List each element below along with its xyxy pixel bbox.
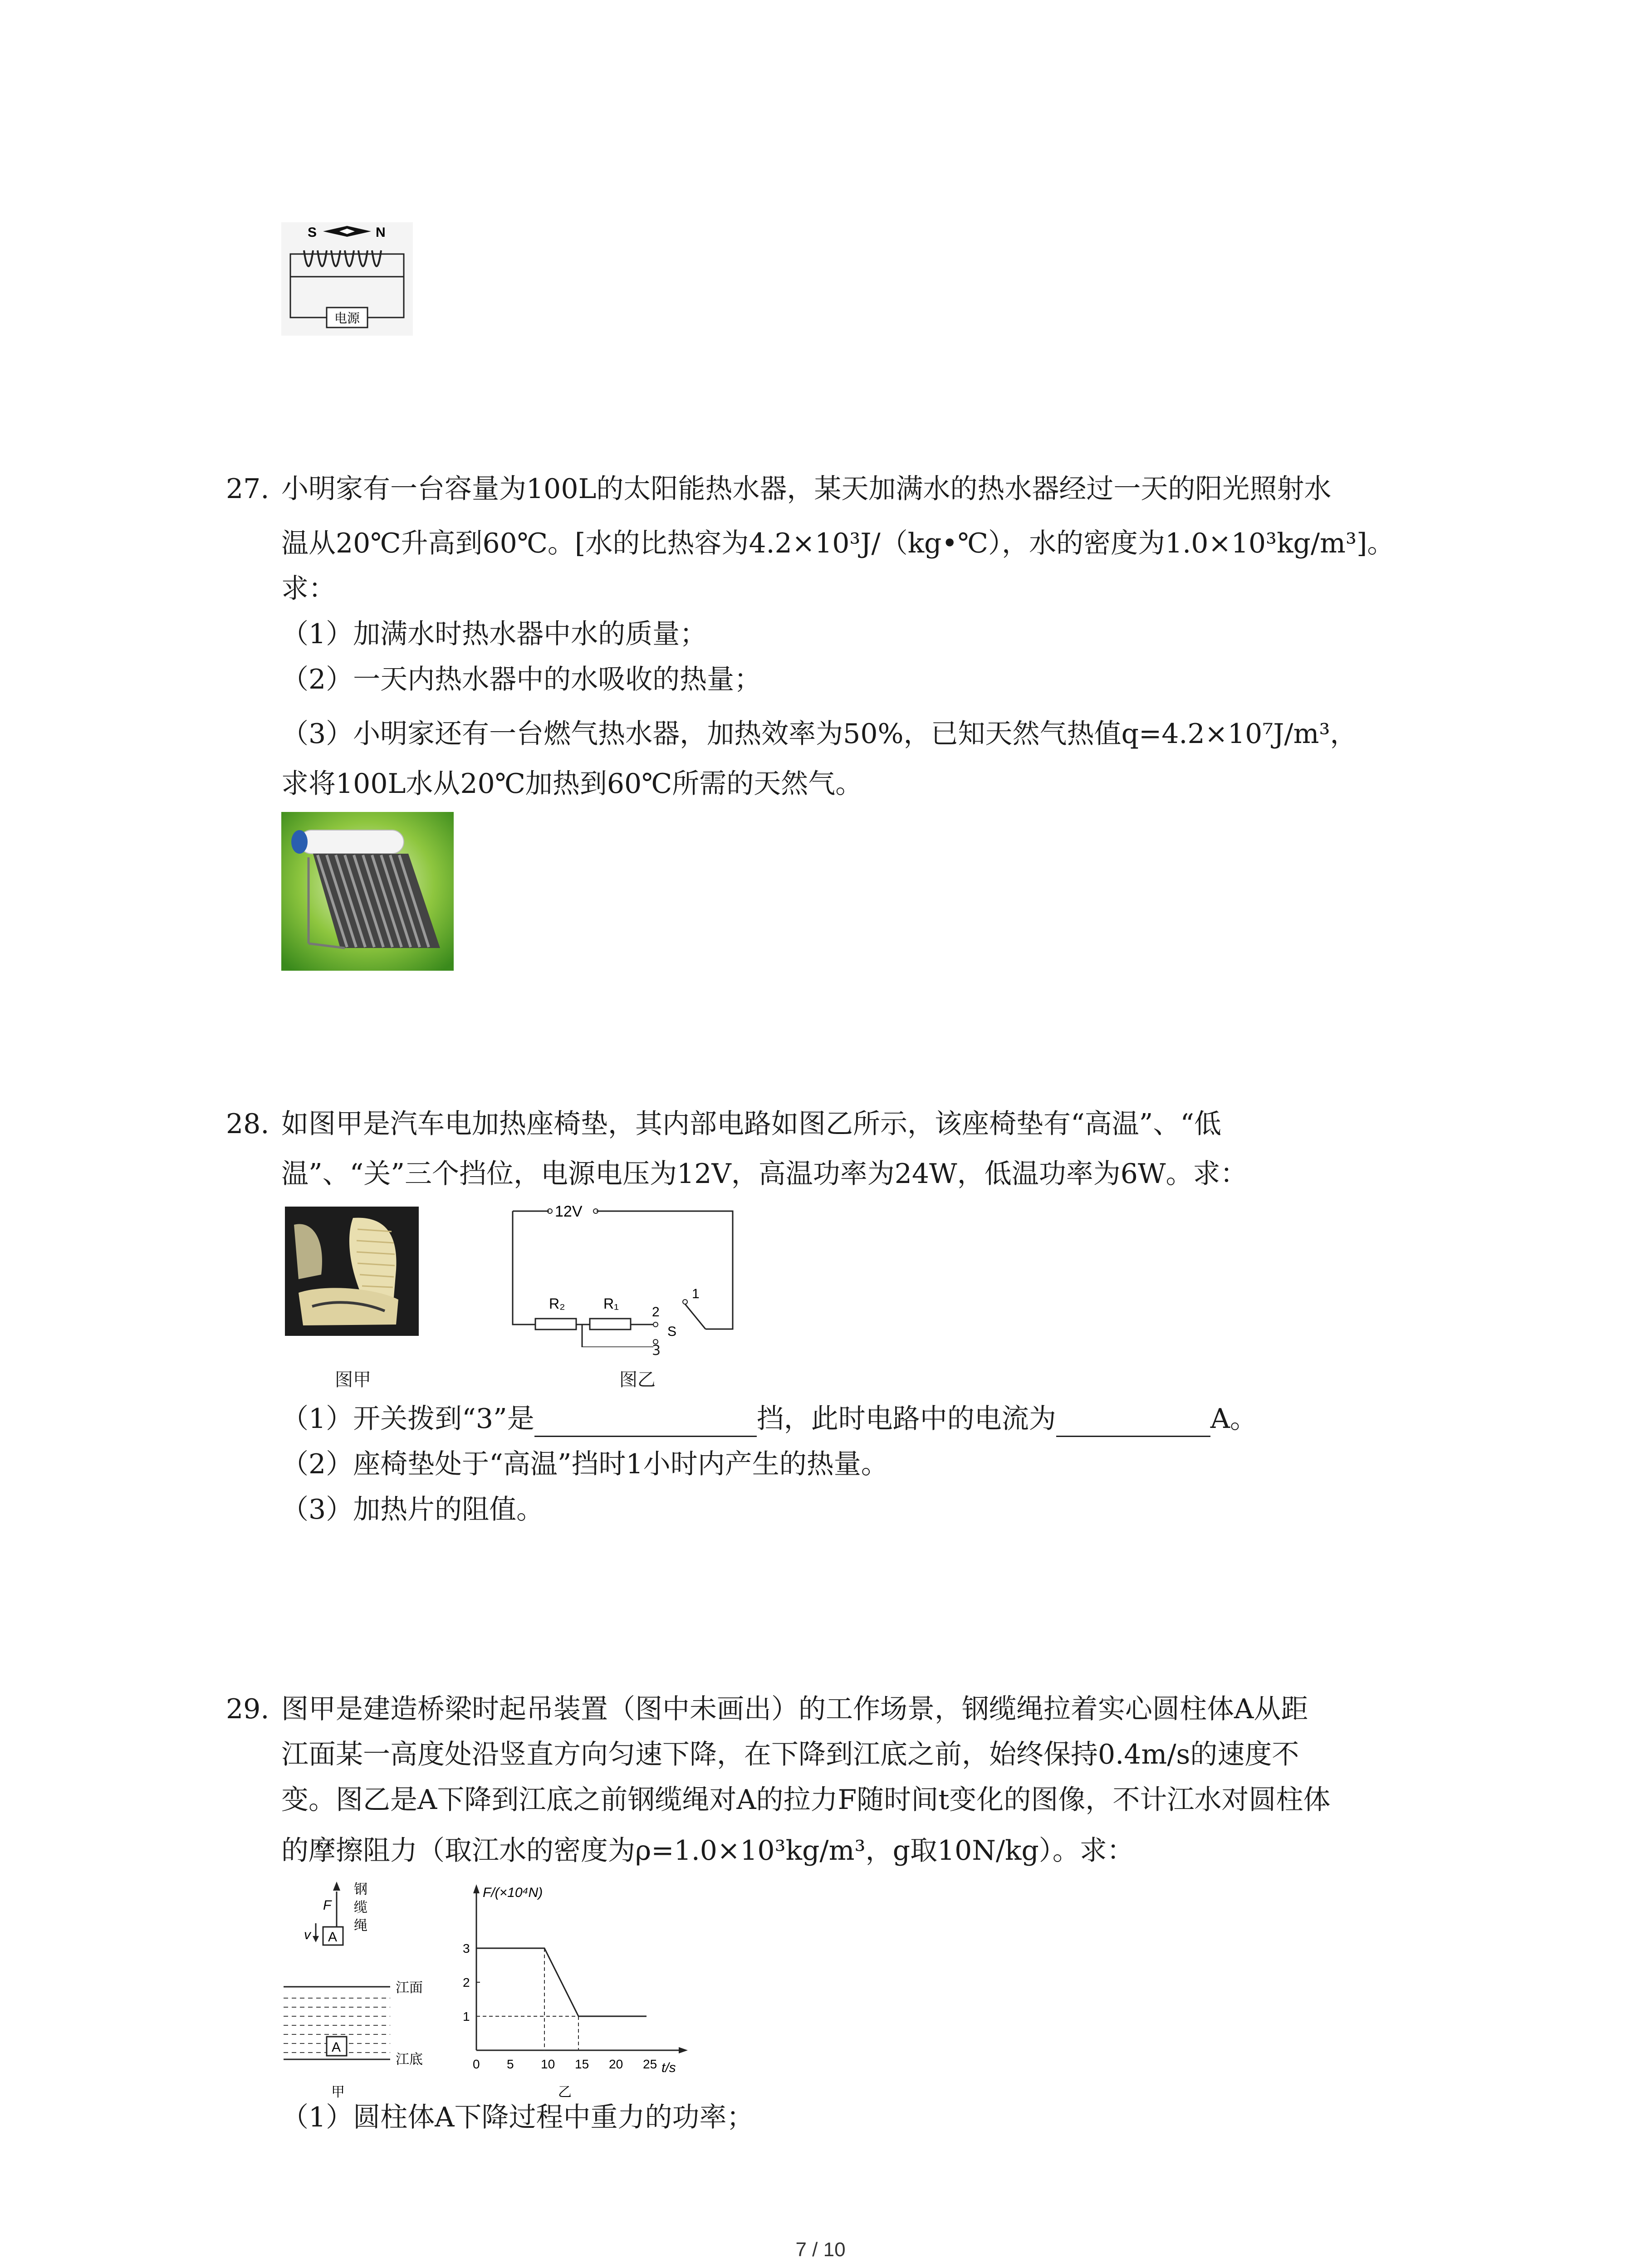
coil-compass-figure <box>281 222 413 336</box>
rope-char-3: 绳 <box>354 1918 367 1933</box>
q28-fig-a-caption: 图甲 <box>335 1369 371 1390</box>
voltage-label: 12V <box>555 1203 583 1220</box>
q29-line-4: 的摩擦阻力（取江水的密度为ρ=1.0×10³kg/m³，g取10N/kg）。求： <box>281 1835 1134 1867</box>
contact-2-label: 2 <box>652 1305 660 1320</box>
q28-contact-3-visible: 3 <box>652 1343 661 1359</box>
q27-line-3: 求： <box>281 573 336 605</box>
y-axis-label: F/(×10⁴N) <box>483 1885 543 1900</box>
compass-n-label: N <box>376 225 386 240</box>
force-time-chart <box>445 1878 699 2105</box>
force-series-line <box>476 1948 647 2016</box>
rope-char-2: 缆 <box>354 1900 367 1915</box>
page-number: 7 / 10 <box>795 2239 846 2261</box>
q27-number: 27. <box>226 473 269 505</box>
x-tick-label: 25 <box>643 2057 657 2071</box>
river-bottom-label: 江底 <box>396 2052 423 2067</box>
x-axis-label: t/s <box>661 2060 676 2075</box>
q27-sub-3-cont: 求将100L水从20℃加热到60℃所需的天然气。 <box>281 768 863 800</box>
q27-sub-3: （3）小明家还有一台燃气热水器，加热效率为50%，已知天然气热值q=4.2×10⁷J/m³， <box>281 718 1357 750</box>
y-tick-label: 2 <box>463 1975 470 1989</box>
x-tick-label: 10 <box>541 2057 555 2071</box>
river-cylinder-diagram <box>281 1878 445 2105</box>
x-tick-label: 5 <box>507 2057 514 2071</box>
resistor-r1 <box>590 1319 631 1330</box>
y-tick-label: 1 <box>463 2009 470 2024</box>
q27-sub-2: （2）一天内热水器中的水吸收的热量； <box>281 664 762 695</box>
q28-sub-2: （2）座椅垫处于“高温”挡时1小时内产生的热量。 <box>281 1448 888 1480</box>
x-tick-label: 15 <box>575 2057 589 2071</box>
cylinder-a-label-top: A <box>328 1930 338 1945</box>
x-tick-label: 0 <box>473 2057 480 2071</box>
cylinder-a-label-bottom: A <box>332 2040 341 2055</box>
q28-line-2: 温”、“关”三个挡位，电源电压为12V，高温功率为24W，低温功率为6W。求： <box>281 1158 1248 1190</box>
answer-blank-current[interactable] <box>1056 1408 1210 1437</box>
q28-sub-1-a: （1）开关拨到“3”是 <box>281 1403 534 1435</box>
heater-circuit-diagram <box>506 1198 742 1347</box>
power-source-label: 电源 <box>334 311 360 325</box>
q28-fig-b-caption: 图乙 <box>619 1369 656 1390</box>
x-tick-label: 20 <box>609 2057 623 2071</box>
q28-sub-1-b: 挡，此时电路中的电流为 <box>756 1403 1056 1435</box>
switch-label: S <box>667 1324 677 1339</box>
r1-label: R₁ <box>603 1295 619 1312</box>
q29-line-2: 江面某一高度处沿竖直方向匀速下降，在下降到江底之前，始终保持0.4m/s的速度不 <box>281 1739 1299 1770</box>
fig-yi-caption: 乙 <box>558 2085 572 2100</box>
q28-number: 28. <box>226 1108 269 1140</box>
river-surface-label: 江面 <box>396 1980 423 1995</box>
car-seat-photo <box>285 1207 419 1336</box>
q28-sub-3: （3）加热片的阻值。 <box>281 1494 544 1525</box>
rope-char-1: 钢 <box>354 1882 367 1897</box>
compass-s-label: S <box>308 225 317 240</box>
q27-line-2: 温从20℃升高到60℃。[水的比热容为4.2×10³J/（kg•℃），水的密度为1.0×10³kg/m³]。 <box>281 528 1395 559</box>
q29-line-3: 变。图乙是A下降到江底之前钢缆绳对A的拉力F随时间t变化的图像，不计江水对圆柱体 <box>281 1784 1331 1816</box>
fig-jia-caption: 甲 <box>331 2085 345 2100</box>
resistor-r2 <box>535 1319 576 1330</box>
answer-blank-gear[interactable] <box>534 1408 757 1437</box>
velocity-label: v <box>304 1927 311 1942</box>
switch-s <box>685 1304 705 1329</box>
q27-sub-1: （1）加满水时热水器中水的质量； <box>281 618 707 650</box>
q27-line-1: 小明家有一台容量为100L的太阳能热水器，某天加满水的热水器经过一天的阳光照射水 <box>281 473 1332 505</box>
q28-line-1: 如图甲是汽车电加热座椅垫，其内部电路如图乙所示，该座椅垫有“高温”、“低 <box>281 1108 1222 1140</box>
q28-sub-1-c: A。 <box>1210 1403 1258 1435</box>
q29-line-1: 图甲是建造桥梁时起吊装置（图中未画出）的工作场景，钢缆绳拉着实心圆柱体A从距 <box>281 1693 1308 1725</box>
q29-number: 29. <box>226 1693 269 1725</box>
r2-label: R₂ <box>549 1295 565 1312</box>
q29-sub-1: （1）圆柱体A下降过程中重力的功率； <box>281 2102 754 2133</box>
solar-water-heater-photo <box>281 812 454 971</box>
q28-sub-1 <box>281 1401 1257 1437</box>
contact-1-label: 1 <box>692 1286 700 1301</box>
rope-force-label: F <box>323 1898 332 1913</box>
y-tick-label: 3 <box>463 1941 470 1955</box>
